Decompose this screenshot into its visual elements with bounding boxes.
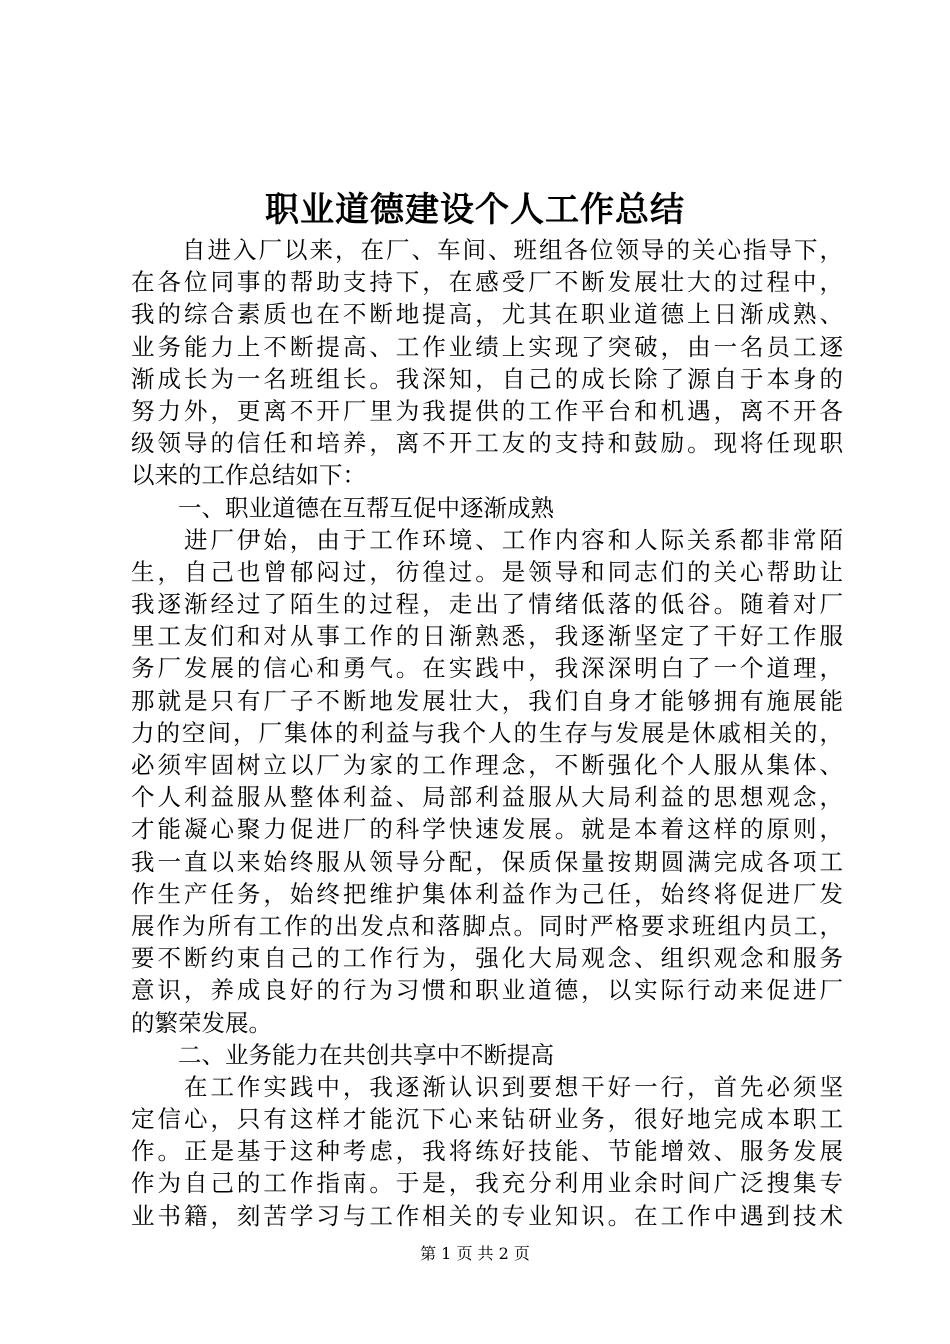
text-line: 那就是只有厂子不断地发展壮大，我们自身才能够拥有施展能 bbox=[131, 686, 843, 715]
document-body bbox=[131, 234, 843, 1232]
text-line: 我逐渐经过了陌生的过程，走出了情绪低落的低谷。随着对厂 bbox=[131, 590, 843, 619]
text-line: 自进入厂以来，在厂、车间、班组各位领导的关心指导下， bbox=[131, 236, 843, 264]
text-line: 业务能力上不断提高、工作业绩上实现了突破，由一名员工逐 bbox=[131, 332, 843, 361]
page-footer: 第 1 页 共 2 页 bbox=[420, 1244, 530, 1263]
text-line: 作为自己的工作指南。于是，我充分利用业余时间广泛搜集专 bbox=[131, 1169, 843, 1198]
text-line: 要不断约束自己的工作行为，强化大局观念、组织观念和服务 bbox=[131, 944, 843, 973]
text-line: 才能凝心聚力促进厂的科学快速发展。就是本着这样的原则， bbox=[131, 815, 843, 844]
text-line: 里工友们和对从事工作的日渐熟悉，我逐渐坚定了干好工作服 bbox=[131, 622, 843, 651]
text-line: 生，自己也曾郁闷过，彷徨过。是领导和同志们的关心帮助让 bbox=[131, 557, 843, 586]
text-line: 意识，养成良好的行为习惯和职业道德，以实际行动来促进厂 bbox=[131, 976, 843, 1005]
text-line: 进厂伊始，由于工作环境、工作内容和人际关系都非常陌 bbox=[131, 525, 843, 554]
text-line: 个人利益服从整体利益、局部利益服从大局利益的思想观念， bbox=[131, 783, 843, 812]
text-line: 以来的工作总结如下： bbox=[131, 461, 366, 490]
text-line: 二、业务能力在共创共享中不断提高 bbox=[131, 1040, 554, 1069]
text-line: 展作为所有工作的出发点和落脚点。同时严格要求班组内员工， bbox=[131, 911, 843, 940]
text-line: 作生产任务，始终把维护集体利益作为己任，始终将促进厂发 bbox=[131, 879, 843, 908]
text-line: 我一直以来始终服从领导分配，保质保量按期圆满完成各项工 bbox=[131, 847, 843, 876]
text-line: 一、职业道德在互帮互促中逐渐成熟 bbox=[131, 493, 554, 522]
text-line: 定信心，只有这样才能沉下心来钻研业务，很好地完成本职工 bbox=[131, 1105, 843, 1134]
text-line: 力的空间，厂集体的利益与我个人的生存与发展是休戚相关的， bbox=[131, 718, 843, 747]
text-line: 我的综合素质也在不断地提高，尤其在职业道德上日渐成熟、 bbox=[131, 300, 843, 329]
text-line: 的繁荣发展。 bbox=[131, 1008, 272, 1037]
text-line: 级领导的信任和培养，离不开工友的支持和鼓励。现将任现职 bbox=[131, 429, 843, 458]
text-line: 业书籍，刻苦学习与工作相关的专业知识。在工作中遇到技术 bbox=[131, 1201, 843, 1230]
text-line: 在工作实践中，我逐渐认识到要想干好一行，首先必须坚 bbox=[131, 1072, 843, 1101]
text-line: 必须牢固树立以厂为家的工作理念，不断强化个人服从集体、 bbox=[131, 751, 843, 779]
text-line: 努力外，更离不开厂里为我提供的工作平台和机遇，离不开各 bbox=[131, 396, 843, 425]
document-title: 职业道德建设个人工作总结 bbox=[265, 190, 685, 230]
text-line: 作。正是基于这种考虑，我将练好技能、节能增效、服务发展 bbox=[131, 1137, 843, 1166]
text-line: 务厂发展的信心和勇气。在实践中，我深深明白了一个道理， bbox=[131, 654, 843, 683]
text-line: 在各位同事的帮助支持下，在感受厂不断发展壮大的过程中， bbox=[131, 268, 843, 297]
text-line: 渐成长为一名班组长。我深知，自己的成长除了源自于本身的 bbox=[131, 364, 843, 393]
